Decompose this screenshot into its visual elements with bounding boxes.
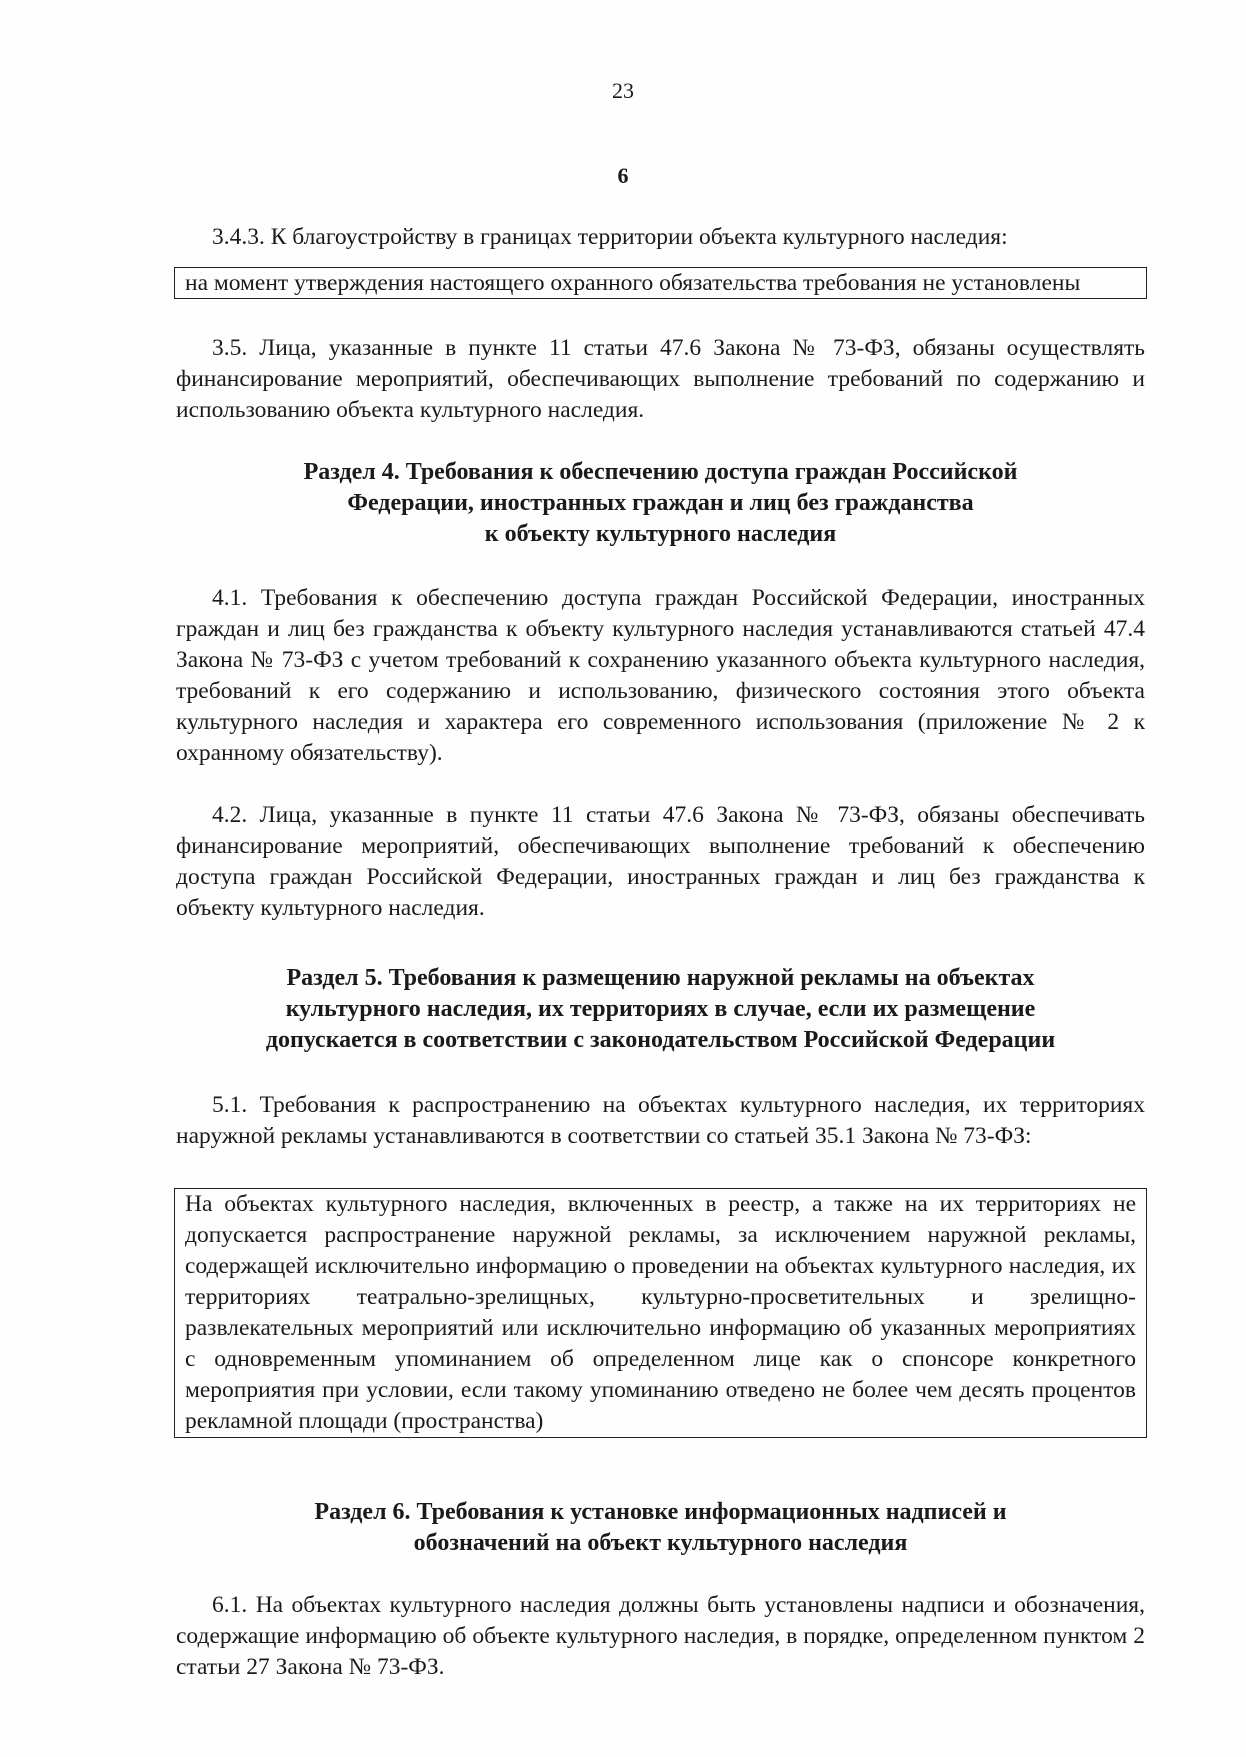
section-5-heading-line-3: допускается в соответствии с законодательством Российской Федерации bbox=[265, 1027, 1056, 1053]
item-5-1-box-text: На объектах культурного наследия, включенных в реестр, а также на их территориях не допускается распространение наружной рекламы, за исключением наружной рекламы, содержащей исключительно информацию о проведении на объектах культурного наследия, их территориях театрально-зрелищных, культурно-просветительных и зрелищно-развлекательных мероприятий или исключительно информацию об указанных мероприятиях с одновременным упоминанием об определенном лице как о спонсоре конкретного мероприятия при условии, если такому упоминанию отведено не более чем десять процентов рекламной площади (пространства) bbox=[185, 1191, 1136, 1434]
section-4-heading bbox=[176, 457, 1145, 550]
item-5-1-box bbox=[176, 1188, 1145, 1438]
section-5-heading bbox=[176, 963, 1145, 1056]
item-5-1-text: 5.1. Требования к распространению на объектах культурного наследия, их территориях наружной рекламы устанавливаются в соответствии со статьей 35.1 Закона № 73-ФЗ: bbox=[176, 1092, 1145, 1149]
item-4-1 bbox=[176, 583, 1145, 769]
item-6-1-text: 6.1. На объектах культурного наследия должны быть установлены надписи и обозначения, содержащие информацию об объекте культурного наследия, в порядке, определенном пунктом 2 статьи 27 Закона № 73-ФЗ. bbox=[176, 1592, 1145, 1680]
item-4-2 bbox=[176, 800, 1145, 924]
section-4-heading-line-1: Раздел 4. Требования к обеспечению доступа граждан Российской bbox=[303, 459, 1018, 485]
item-3-4-3-text: 3.4.3. К благоустройству в границах территории объекта культурного наследия: bbox=[212, 224, 1008, 250]
item-5-1 bbox=[176, 1090, 1145, 1152]
sub-page-number: 6 bbox=[617, 163, 629, 188]
section-6-heading-line-1: Раздел 6. Требования к установке информационных надписей и bbox=[314, 1499, 1007, 1525]
item-3-5 bbox=[176, 333, 1145, 426]
item-4-1-text: 4.1. Требования к обеспечению доступа граждан Российской Федерации, иностранных граждан и лиц без гражданства к объекту культурного наследия устанавливаются статьей 47.4 Закона № 73-ФЗ с учетом требований к сохранению указанного объекта культурного наследия, требований к его содержанию и использованию, физического состояния этого объекта культурного наследия и характера его современного использования (приложение № 2 к охранному обязательству). bbox=[176, 585, 1145, 766]
section-4-heading-line-2: Федерации, иностранных граждан и лиц без гражданства bbox=[347, 490, 974, 516]
section-4-heading-line-3: к объекту культурного наследия bbox=[484, 521, 837, 547]
section-5-heading-line-1: Раздел 5. Требования к размещению наружной рекламы на объектах bbox=[286, 965, 1035, 991]
page-number: 23 bbox=[612, 78, 634, 103]
item-6-1 bbox=[176, 1590, 1145, 1683]
item-3-4-3-box bbox=[176, 267, 1145, 299]
item-3-4-3-box-text: на момент утверждения настоящего охранного обязательства требования не установлены bbox=[185, 270, 1081, 296]
section-6-heading-line-2: обозначений на объект культурного наследия bbox=[413, 1530, 908, 1556]
item-3-5-text: 3.5. Лица, указанные в пункте 11 статьи 47.6 Закона № 73-ФЗ, обязаны осуществлять финансирование мероприятий, обеспечивающих выполнение требований по содержанию и использованию объекта культурного наследия. bbox=[176, 335, 1145, 423]
section-5-heading-line-2: культурного наследия, их территориях в случае, если их размещение bbox=[285, 996, 1036, 1022]
section-6-heading bbox=[176, 1497, 1145, 1559]
item-3-4-3 bbox=[176, 222, 1145, 253]
item-4-2-text: 4.2. Лица, указанные в пункте 11 статьи 47.6 Закона № 73-ФЗ, обязаны обеспечивать финансирование мероприятий, обеспечивающих выполнение требований к обеспечению доступа граждан Российской Федерации, иностранных граждан и лиц без гражданства к объекту культурного наследия. bbox=[176, 802, 1145, 921]
